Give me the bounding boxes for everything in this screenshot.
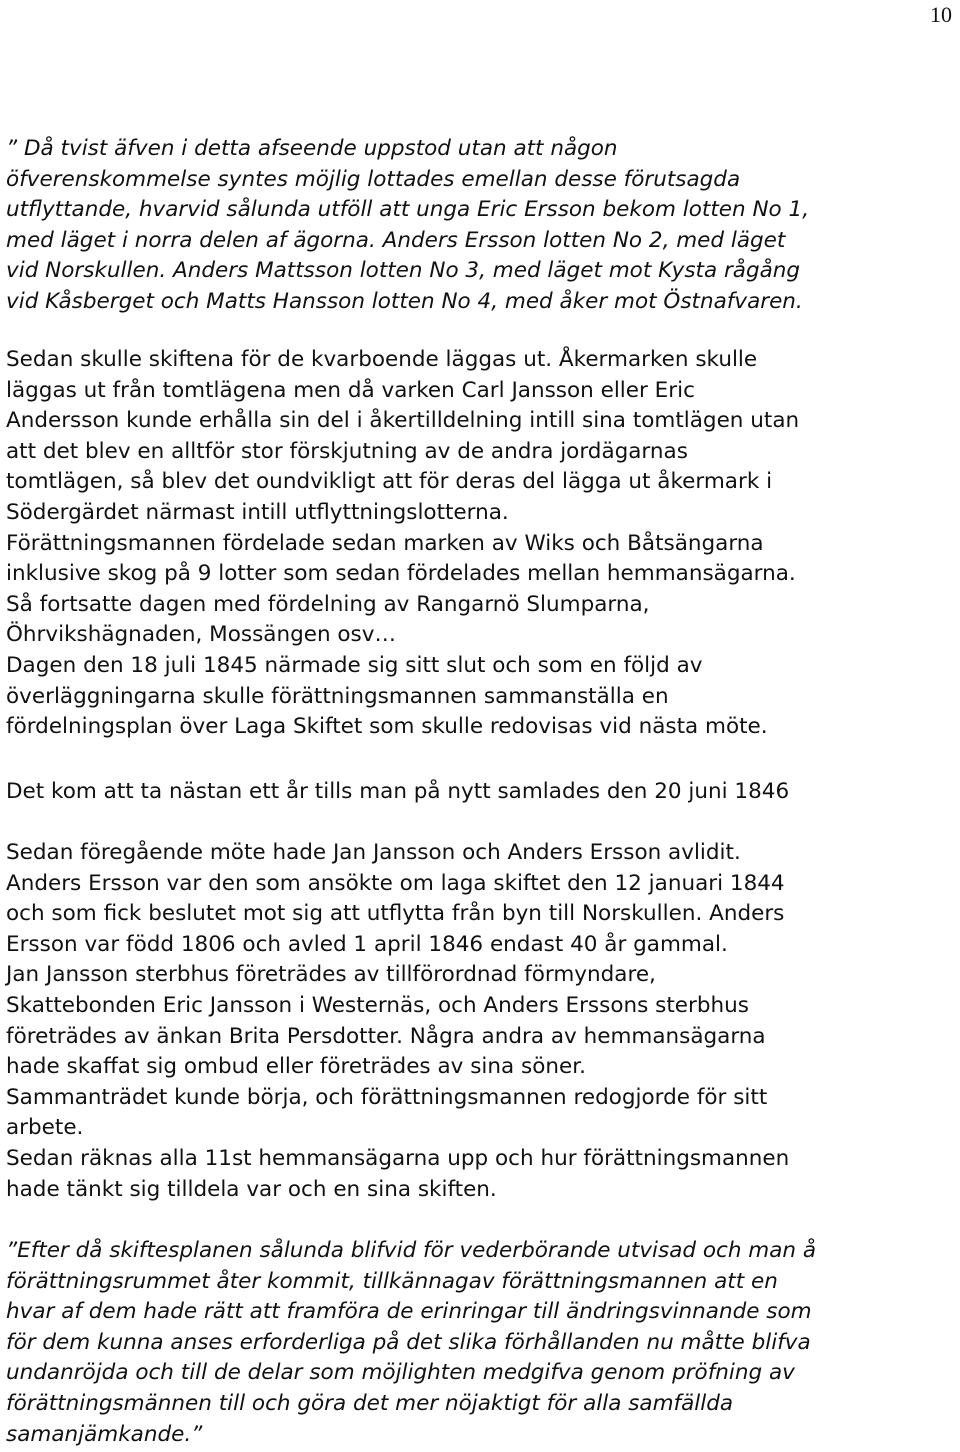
body-paragraph-3 xyxy=(6,838,956,1205)
text-line: inklusive skog på 9 lotter som sedan fördelades mellan hemmansägarna. xyxy=(6,561,796,587)
text-line: att det blev en alltför stor förskjutning av de andra jordägarnas xyxy=(6,438,688,464)
quote-block-2 xyxy=(6,1236,956,1450)
text-line: läggas ut från tomtlägena men då varken Carl Jansson eller Eric xyxy=(6,377,695,403)
text-line: Så fortsatte dagen med fördelning av Rangarnö Slumparna, xyxy=(6,591,650,617)
text-line: hade tänkt sig tilldela var och en sina skiften. xyxy=(6,1176,497,1202)
text-line: arbete. xyxy=(6,1115,84,1141)
text-line: hade skaffat sig ombud eller företrädes av sina söner. xyxy=(6,1054,586,1080)
text-line: Dagen den 18 juli 1845 närmade sig sitt slut och som en följd av xyxy=(6,652,703,678)
text-line: Förättningsmannen fördelade sedan marken av Wiks och Båtsängarna xyxy=(6,530,764,556)
text-line: med läget i norra delen af ägorna. Anders Ersson lotten No 2, med läget xyxy=(6,227,786,253)
text-line: Skattebonden Eric Jansson i Westernäs, och Anders Erssons sterbhus xyxy=(6,992,749,1018)
text-line: undanröjda och till de delar som möjlighten medgifva genom pröfning av xyxy=(6,1360,795,1386)
quote-block-1 xyxy=(6,134,956,318)
text-line: hvar af dem hade rätt att framföra de erinringar till ändringsvinnande som xyxy=(6,1299,812,1325)
text-line: och som fick beslutet mot sig att utflytta från byn till Norskullen. Anders xyxy=(6,901,785,927)
text-line: Det kom att ta nästan ett år tills man på nytt samlades den 20 juni 1846 xyxy=(6,779,790,804)
page-number: 10 xyxy=(930,2,952,27)
text-line: förättningsrummet åter kommit, tillkännagav förättningsmannen att en xyxy=(6,1268,778,1294)
text-line: Jan Jansson sterbhus företrädes av tillförordnad förmyndare, xyxy=(6,962,656,988)
text-line: Södergärdet närmast intill utflyttningslotterna. xyxy=(6,499,509,525)
text-line: öfverenskommelse syntes möjlig lottades emellan desse förutsagda xyxy=(6,166,741,192)
text-line: förättningsmännen till och göra det mer nöjaktigt för alla samfällda xyxy=(6,1390,734,1416)
text-line: ”Efter då skiftesplanen sålunda blifvid för vederbörande utvisad och man å xyxy=(6,1238,817,1263)
text-line: ” Då tvist äfven i detta afseende uppstod utan att någon xyxy=(6,136,618,161)
text-line: Ersson var född 1806 och avled 1 april 1846 endast 40 år gammal. xyxy=(6,931,728,957)
text-line: Sedan föregående möte hade Jan Jansson och Anders Ersson avlidit. xyxy=(6,840,741,865)
text-line: Sedan räknas alla 11st hemmansägarna upp och hur förättningsmannen xyxy=(6,1145,790,1171)
text-line: företrädes av änkan Brita Persdotter. Några andra av hemmansägarna xyxy=(6,1023,766,1049)
text-line: fördelningsplan över Laga Skiftet som skulle redovisas vid nästa möte. xyxy=(6,714,768,740)
text-line: överläggningarna skulle förättningsmannen sammanställa en xyxy=(6,683,669,709)
text-line: Andersson kunde erhålla sin del i åkertilldelning intill sina tomtlägen utan xyxy=(6,408,800,434)
text-line: utflyttande, hvarvid sålunda utföll att unga Eric Ersson bekom lotten No 1, xyxy=(6,197,810,223)
text-line: för dem kunna anses erforderliga på det slika förhållanden nu måtte blifva xyxy=(6,1329,811,1355)
text-line: Sedan skulle skiftena för de kvarboende läggas ut. Åkermarken skulle xyxy=(6,347,758,372)
body-paragraph-1 xyxy=(6,345,956,743)
text-line: vid Kåsberget och Matts Hansson lotten No 4, med åker mot Östnafvaren. xyxy=(6,288,803,314)
text-line: samanjämkande.” xyxy=(6,1421,203,1447)
text-line: Sammanträdet kunde börja, och förättningsmannen redogjorde för sitt xyxy=(6,1084,768,1110)
text-line: tomtlägen, så blev det oundvikligt att för deras del lägga ut åkermark i xyxy=(6,469,773,495)
text-line: Öhrvikshägnaden, Mossängen osv… xyxy=(6,622,396,648)
text-line: Anders Ersson var den som ansökte om laga skiftet den 12 januari 1844 xyxy=(6,870,785,896)
text-line: vid Norskullen. Anders Mattsson lotten No 3, med läget mot Kysta rågång xyxy=(6,258,801,284)
body-paragraph-2 xyxy=(6,777,956,808)
